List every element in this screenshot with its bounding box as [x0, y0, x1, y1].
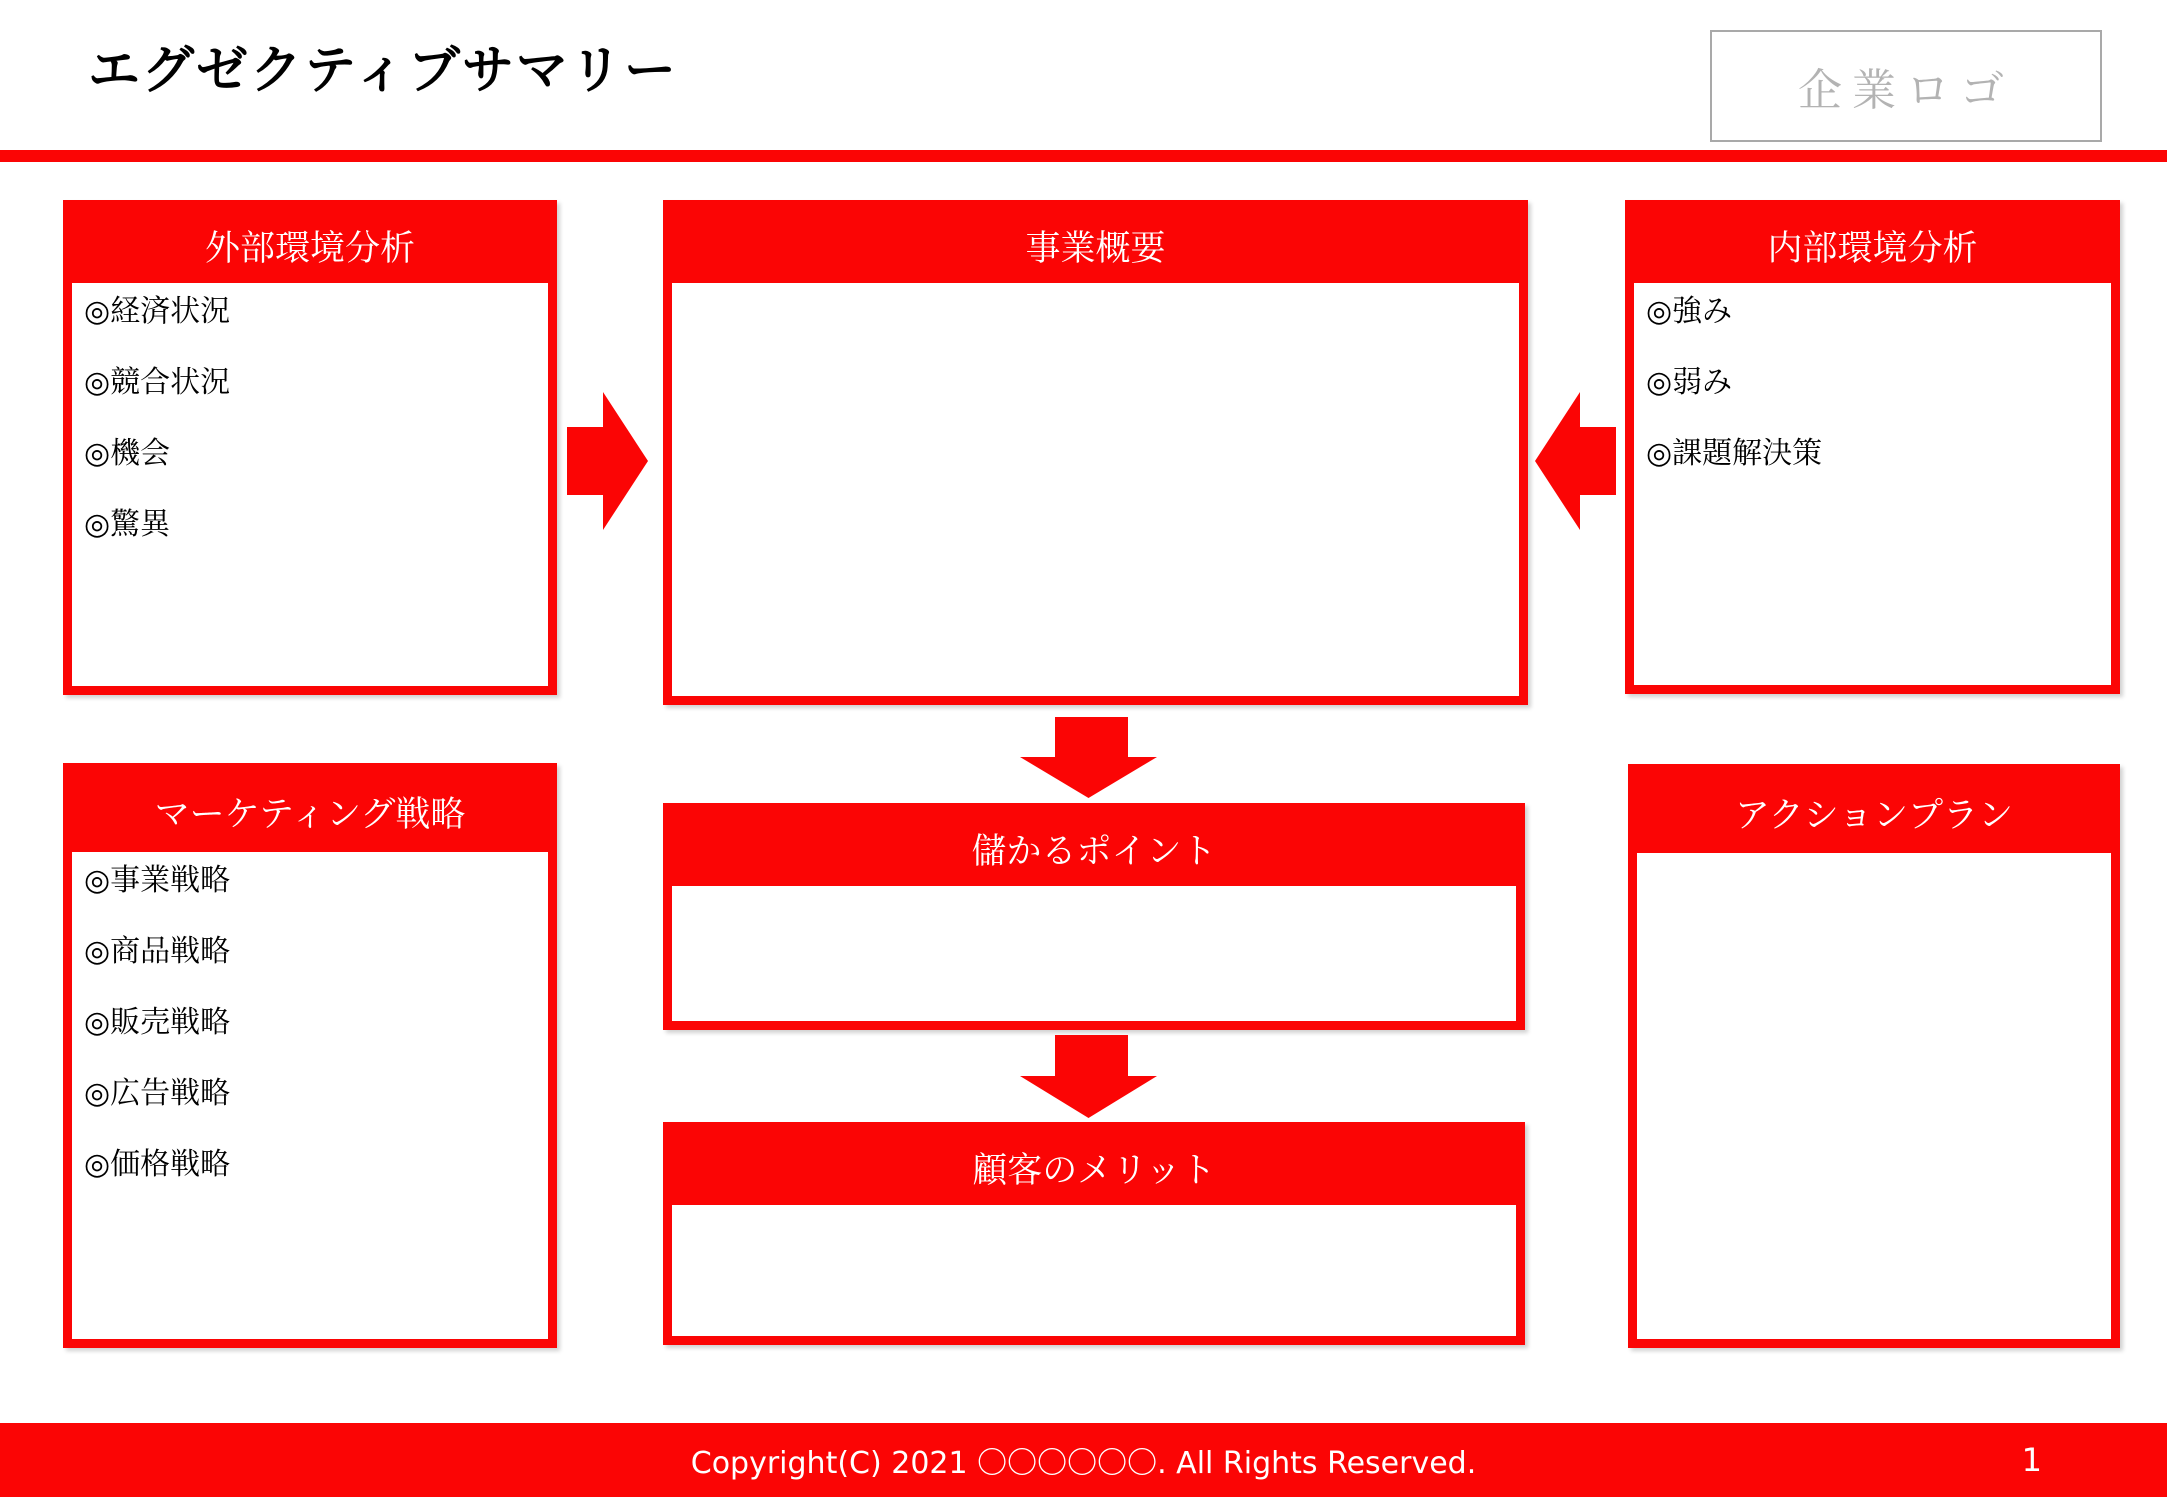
panel-business-overview-body	[672, 283, 1519, 297]
company-logo-placeholder	[1710, 30, 2102, 142]
arrow-down-icon	[1020, 1035, 1157, 1118]
page-title: エグゼクティブサマリー	[88, 41, 678, 101]
panel-action-plan-title: アクションプラン	[1637, 773, 2111, 853]
panel-profit-point-title: 儲かるポイント	[672, 812, 1516, 886]
panel-marketing-strategy-body	[72, 852, 548, 1180]
arrow-down-icon	[1020, 717, 1157, 798]
list-item: ◎経済状況	[84, 294, 231, 329]
arrow-left-icon	[1535, 392, 1616, 530]
list-item: ◎驚異	[84, 507, 171, 542]
list-item: ◎価格戦略	[84, 1147, 231, 1182]
arrow-right-icon	[567, 392, 648, 530]
panel-external-analysis-body	[72, 283, 548, 540]
list-item: ◎販売戦略	[84, 1005, 231, 1040]
footer-bar	[0, 1423, 2167, 1497]
list-item: ◎商品戦略	[84, 934, 231, 969]
list-item: ◎課題解決策	[1646, 436, 1823, 471]
list-item: ◎強み	[1646, 294, 1733, 329]
panel-marketing-strategy-title: マーケティング戦略	[72, 772, 548, 852]
panel-customer-merit	[663, 1122, 1525, 1345]
panel-internal-analysis-title: 内部環境分析	[1634, 209, 2111, 283]
panel-external-analysis	[63, 200, 557, 695]
panel-internal-analysis-body	[1634, 283, 2111, 469]
panel-action-plan	[1628, 764, 2120, 1348]
panel-customer-merit-title: 顧客のメリット	[672, 1131, 1516, 1205]
panel-business-overview	[663, 200, 1528, 705]
list-item: ◎弱み	[1646, 365, 1733, 400]
panel-business-overview-title: 事業概要	[672, 209, 1519, 283]
list-item: ◎機会	[84, 436, 171, 471]
list-item: ◎広告戦略	[84, 1076, 231, 1111]
list-item: ◎事業戦略	[84, 863, 231, 898]
panel-profit-point-body	[672, 886, 1516, 900]
panel-external-analysis-title: 外部環境分析	[72, 209, 548, 283]
footer-page-number: 1	[2021, 1441, 2042, 1479]
panel-profit-point	[663, 803, 1525, 1030]
header-divider	[0, 150, 2167, 162]
list-item: ◎競合状況	[84, 365, 231, 400]
company-logo-label: 企業ロゴ	[1798, 65, 2014, 116]
panel-customer-merit-body	[672, 1205, 1516, 1219]
panel-internal-analysis	[1625, 200, 2120, 694]
footer-copyright: Copyright(C) 2021 〇〇〇〇〇〇. All Rights Reserved.	[690, 1446, 1477, 1481]
panel-marketing-strategy	[63, 763, 557, 1348]
panel-action-plan-body	[1637, 853, 2111, 867]
